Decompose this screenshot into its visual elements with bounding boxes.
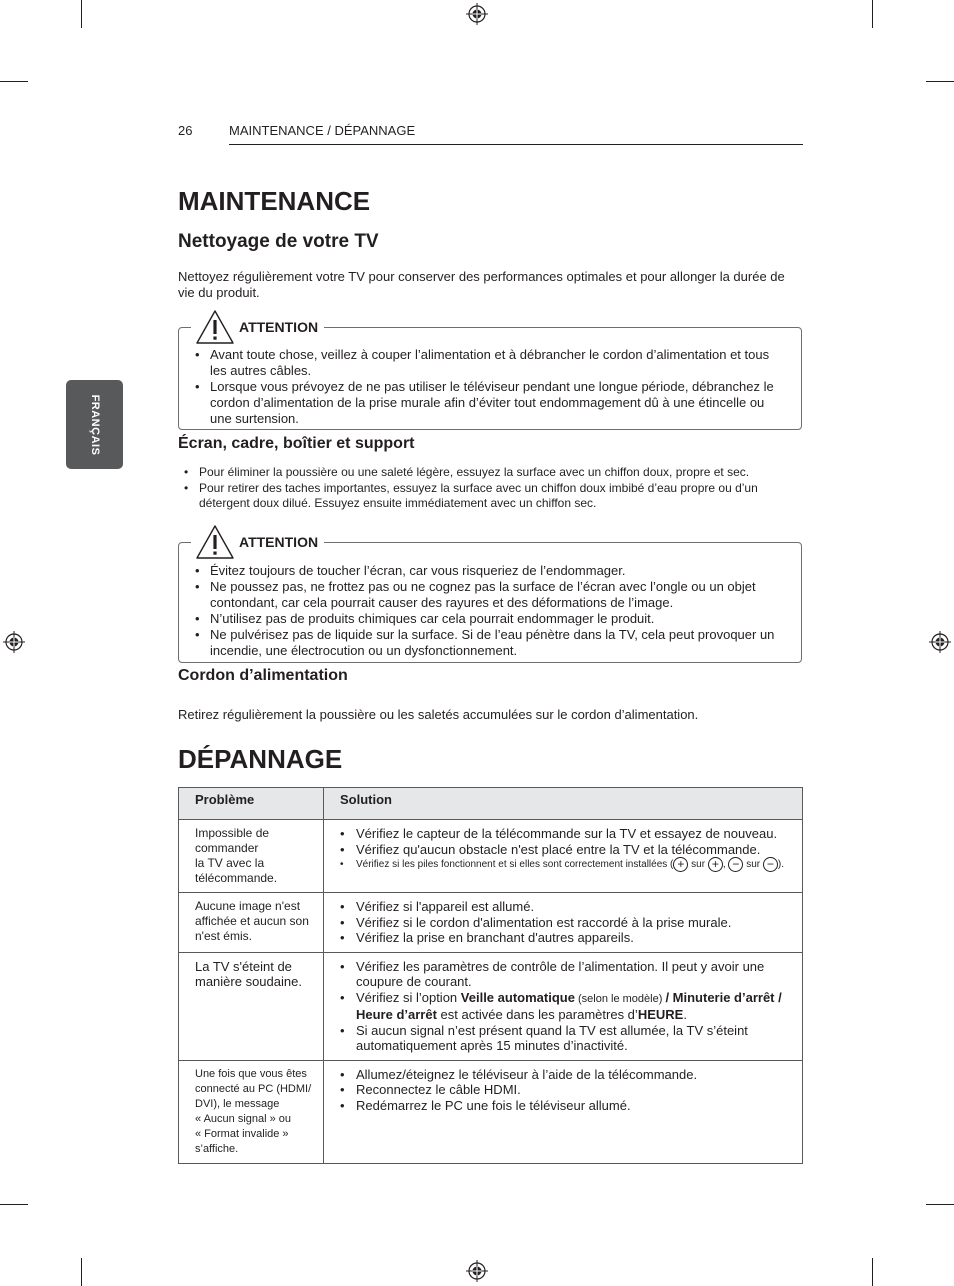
crop-mark (0, 81, 28, 82)
problem-line: DVI), le message (195, 1097, 280, 1110)
table-row (179, 893, 803, 953)
power-cord-section-title: Cordon d’alimentation (178, 667, 348, 684)
solution-cell (324, 952, 803, 1060)
crop-mark (81, 0, 82, 28)
solution-cell (324, 1060, 803, 1163)
list-item: • Pour retirer des taches importantes, essuyez la surface avec un chiffon doux imbibé d’eau propre ou d’un détergent doux dilué. Essuyez ensuite immédiatement avec un chiffon sec. (182, 481, 794, 512)
solution-text: . (683, 1007, 687, 1022)
language-tab (66, 380, 123, 469)
solution-item: • Allumez/éteignez le téléviseur à l’aide de la télécommande. (340, 1067, 792, 1083)
problem-line: télécommande. (195, 871, 278, 885)
solution-item: • Si aucun signal n’est présent quand la TV est allumée, la TV s’éteint automatiquement après 15 minutes d’inactivité. (340, 1023, 792, 1054)
battery-note-text: Vérifiez si les piles fonctionnent et si elles sont correctement installées ( (356, 859, 674, 871)
cleaning-section-title: Nettoyage de votre TV (178, 231, 379, 252)
screen-cleaning-list (182, 465, 794, 512)
problem-cell (179, 1060, 324, 1163)
list-item: • Pour éliminer la poussière ou une saleté légère, essuyez la surface avec un chiffon doux, propre et sec. (182, 465, 794, 481)
problem-line: « Format invalide » (195, 1127, 289, 1140)
problem-line: affichée et aucun son (195, 914, 309, 928)
plus-icon: + (673, 857, 688, 872)
solution-cell (324, 820, 803, 893)
problem-line: Impossible de (195, 826, 270, 840)
setting-name: / Minuterie d’arrêt / Heure d’arrêt (356, 989, 782, 1022)
problem-line: La TV s'éteint de (195, 958, 292, 974)
attention-item: • Lorsque vous prévoyez de ne pas utiliser le téléviseur pendant une longue période, débranchez le cordon d’alimentation de la prise murale afin d’éviter tout endommagement dû à une étincelle ou une surtension. (193, 379, 787, 427)
header-divider (229, 144, 803, 145)
attention-item: • Évitez toujours de toucher l’écran, car vous risqueriez de l’endommager. (193, 563, 787, 579)
column-header-solution: Solution (324, 788, 803, 820)
cleaning-intro: Nettoyez régulièrement votre TV pour conserver des performances optimales et pour allonger la durée de vie du produit. (178, 269, 785, 300)
solution-item: • Vérifiez les paramètres de contrôle de l’alimentation. Il peut y avoir une coupure de courant. (340, 959, 792, 990)
problem-line: Aucune image n'est (195, 899, 301, 913)
problem-line: commander (195, 841, 259, 855)
attention-label: ATTENTION (239, 319, 319, 335)
setting-name: Veille automatique (460, 989, 575, 1005)
solution-item: • Redémarrez le PC une fois le téléviseur allumé. (340, 1098, 792, 1114)
solution-item: • Vérifiez la prise en branchant d'autres appareils. (340, 930, 792, 946)
battery-note-sep: , (722, 859, 726, 871)
language-tab-label: FRANÇAIS (88, 394, 101, 455)
solution-item: • Reconnectez le câble HDMI. (340, 1082, 792, 1098)
attention-item: • N’utilisez pas de produits chimiques car cela pourrait endommager le produit. (193, 611, 787, 627)
problem-line: n'est émis. (195, 929, 252, 943)
table-row (179, 820, 803, 893)
plus-icon: + (708, 857, 723, 872)
solution-item: • Vérifiez qu'aucun obstacle n'est placé entre la TV et la télécommande. (340, 842, 792, 858)
attention-item: • Avant toute chose, veillez à couper l’alimentation et à débrancher le cordon d’alimentation et tous les autres câbles. (193, 347, 787, 379)
table-header-row (179, 788, 803, 820)
solution-item: • Vérifiez si l'appareil est allumé. (340, 899, 792, 915)
crop-mark (926, 1204, 954, 1205)
solution-item: • Vérifiez si le cordon d'alimentation est raccordé à la prise murale. (340, 915, 792, 931)
attention-header (191, 523, 324, 561)
registration-mark-icon (3, 631, 25, 653)
table-row (179, 952, 803, 1060)
problem-line: manière soudaine. (195, 974, 302, 989)
crop-mark (872, 1258, 873, 1286)
maintenance-title: MAINTENANCE (178, 186, 371, 216)
battery-note-word: sur (691, 859, 706, 871)
problem-cell (179, 820, 324, 893)
registration-mark-icon (466, 1260, 488, 1282)
solution-text: est activée dans les paramètres d’ (436, 1007, 638, 1022)
battery-note-word: sur (746, 859, 761, 871)
crop-mark (872, 0, 873, 28)
minus-icon: − (728, 857, 743, 872)
attention-item: • Ne poussez pas, ne frottez pas ou ne cognez pas la surface de l’écran avec l’ongle ou un objet contondant, car cela pourrait causer des rayures et des déformations de l’image. (193, 579, 787, 611)
solution-text: Vérifiez si l’option (356, 989, 461, 1005)
problem-line: la TV avec la (195, 856, 265, 870)
menu-name: HEURE (637, 1007, 684, 1022)
battery-note-end: ). (777, 859, 784, 871)
solution-cell (324, 893, 803, 953)
page-number: 26 (178, 123, 193, 138)
problem-cell (179, 893, 324, 953)
attention-box (178, 319, 802, 430)
registration-mark-icon (929, 631, 951, 653)
warning-triangle-icon (195, 524, 235, 560)
column-header-problem: Problème (179, 788, 324, 820)
attention-box (178, 534, 802, 663)
crop-mark (926, 81, 954, 82)
problem-line: Une fois que vous êtes (195, 1067, 307, 1080)
power-cord-text: Retirez régulièrement la poussière ou les saletés accumulées sur le cordon d’alimentation. (178, 707, 699, 722)
solution-item: • Vérifiez le capteur de la télécommande sur la TV et essayez de nouveau. (340, 826, 792, 842)
crop-mark (0, 1204, 28, 1205)
model-note: (selon le modèle) (574, 992, 666, 1005)
problem-line: connecté au PC (HDMI/ (195, 1082, 312, 1095)
screen-section-title: Écran, cadre, boîtier et support (178, 435, 415, 452)
attention-label: ATTENTION (239, 534, 319, 550)
problem-line: « Aucun signal » ou (195, 1112, 292, 1125)
crop-mark (81, 1258, 82, 1286)
problem-cell (179, 952, 324, 1060)
problem-line: s’affiche. (195, 1142, 239, 1155)
registration-mark-icon (466, 3, 488, 25)
troubleshooting-table (178, 787, 803, 1164)
attention-item: • Ne pulvérisez pas de liquide sur la surface. Si de l’eau pénètre dans la TV, cela peut provoquer un incendie, une électrocution ou un dysfonctionnement. (193, 627, 787, 659)
attention-list (193, 563, 787, 659)
attention-header (191, 308, 324, 346)
running-title: MAINTENANCE / DÉPANNAGE (229, 123, 416, 138)
minus-icon: − (763, 857, 778, 872)
attention-list (193, 347, 787, 427)
solution-item (340, 857, 792, 873)
warning-triangle-icon (195, 309, 235, 345)
solution-item (340, 990, 792, 1023)
table-row (179, 1060, 803, 1163)
troubleshooting-title: DÉPANNAGE (178, 744, 343, 774)
